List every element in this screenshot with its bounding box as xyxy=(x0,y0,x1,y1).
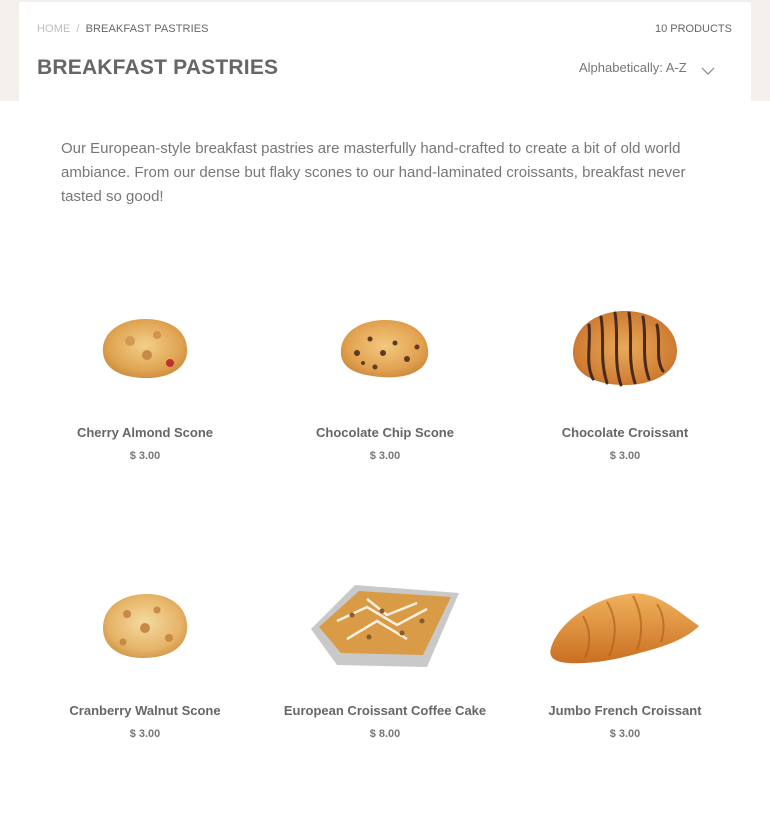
product-name[interactable]: Chocolate Chip Scone xyxy=(316,425,454,440)
collection-description: Our European-style breakfast pastries are masterfully hand-crafted to create a bit of old world ambiance. From our dense but flaky scones to our hand-laminated croissants, breakfast never tasted so good! xyxy=(61,140,686,205)
product-price: $ 3.00 xyxy=(369,450,401,462)
page-title: BREAKFAST PASTRIES xyxy=(37,56,279,79)
croissant-image[interactable] xyxy=(525,548,725,703)
sort-dropdown[interactable] xyxy=(579,60,715,75)
product-name[interactable]: Jumbo French Croissant xyxy=(548,703,702,718)
product-price: $ 8.00 xyxy=(369,728,401,740)
product-name[interactable]: Cherry Almond Scone xyxy=(76,425,214,440)
breadcrumb-current: BREAKFAST PASTRIES xyxy=(85,23,209,35)
coffee-cake-image[interactable] xyxy=(285,548,485,703)
product-name[interactable]: European Croissant Coffee Cake xyxy=(283,703,487,718)
scone-image[interactable] xyxy=(45,270,245,425)
croissant-image[interactable] xyxy=(525,270,725,425)
product-card[interactable] xyxy=(505,548,745,740)
collection-header xyxy=(19,2,751,101)
product-name[interactable]: Chocolate Croissant xyxy=(561,425,689,440)
product-price: $ 3.00 xyxy=(129,450,161,462)
product-price: $ 3.00 xyxy=(609,728,641,740)
breadcrumb xyxy=(37,23,209,35)
product-card[interactable] xyxy=(265,270,505,462)
product-card[interactable] xyxy=(265,806,505,833)
sort-selected-value: Alphabetically: A-Z xyxy=(579,60,687,75)
product-card[interactable] xyxy=(505,270,745,462)
product-card[interactable] xyxy=(25,270,265,462)
product-card[interactable] xyxy=(265,548,505,740)
scone-image[interactable] xyxy=(285,270,485,425)
product-card[interactable] xyxy=(25,548,265,740)
product-price: $ 3.00 xyxy=(609,450,641,462)
fruit-pastry-image[interactable] xyxy=(285,806,485,833)
product-price: $ 3.00 xyxy=(129,728,161,740)
product-name[interactable]: Cranberry Walnut Scone xyxy=(69,703,221,718)
breadcrumb-home-link[interactable]: HOME xyxy=(37,23,71,35)
scone-image[interactable] xyxy=(45,548,245,703)
chevron-down-icon xyxy=(701,63,715,73)
product-count: 10 PRODUCTS xyxy=(654,23,732,35)
breadcrumb-separator: / xyxy=(76,23,80,35)
